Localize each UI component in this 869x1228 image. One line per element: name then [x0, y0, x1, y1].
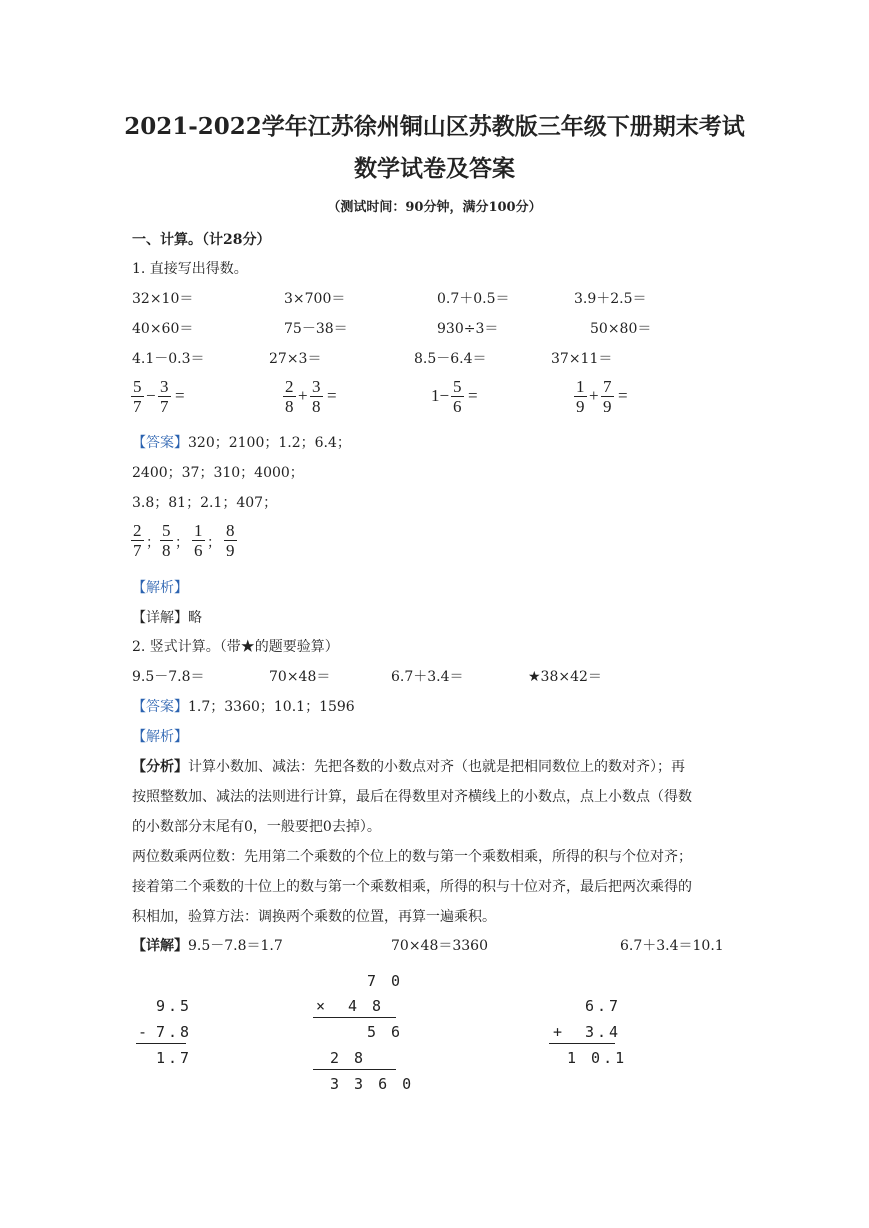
section-heading: 一、计算。（计28分）	[132, 232, 271, 248]
q1-item: 75－38＝	[284, 321, 348, 337]
q1-prompt: 1. 直接写出得数。	[132, 261, 248, 277]
doc-subtitle: （测试时间：90分钟，满分100分）	[327, 200, 542, 215]
q1-item: 3×700＝	[284, 291, 346, 307]
q1-item: 37×11＝	[551, 351, 613, 367]
q2-fenxi-line: 积相加，验算方法：调换两个乘数的位置，再算一遍乘积。	[132, 909, 496, 925]
q2-item: 70×48＝	[269, 669, 331, 685]
q1-item: 0.7＋0.5＝	[437, 291, 510, 307]
q2-item: 6.7＋3.4＝	[391, 669, 464, 685]
q1-answer-line: 3.8；81；2.1；407；	[132, 495, 278, 511]
q2-fenxi-line: 两位数乘两位数：先用第二个乘数的个位上的数与第一个乘数相乘，所得的积与个位对齐；	[132, 849, 692, 865]
q1-item: 930÷3＝	[437, 321, 499, 337]
q2-fenxi-line: 【分析】计算小数加、减法：先把各数的小数点对齐（也就是把相同数位上的数对齐）；再	[132, 759, 685, 775]
q1-item: 3.9＋2.5＝	[574, 291, 647, 307]
q1-item: 40×60＝	[132, 321, 194, 337]
doc-title-line2: 数学试卷及答案	[354, 155, 515, 182]
q2-detail-item: 6.7＋3.4＝10.1	[620, 938, 724, 954]
q2-fenxi-line: 的小数部分末尾有0，一般要把0去掉）。	[132, 819, 381, 835]
q1-analysis-label: 【解析】	[132, 580, 188, 596]
q1-detail: 【详解】略	[132, 610, 202, 626]
q1-answer-line: 2400；37；310；4000；	[132, 465, 304, 481]
q2-detail: 【详解】9.5－7.8＝1.7	[132, 938, 283, 954]
q1-item: 27×3＝	[269, 351, 322, 367]
q2-item: 9.5－7.8＝	[132, 669, 205, 685]
q1-item: 4.1－0.3＝	[132, 351, 205, 367]
q1-item: 8.5－6.4＝	[414, 351, 487, 367]
q1-item: 50×80＝	[590, 321, 652, 337]
q2-answer: 【答案】1.7；3360；10.1；1596	[132, 699, 355, 715]
q2-item: ★38×42＝	[528, 669, 602, 685]
doc-title-line1: 2021-2022学年江苏徐州铜山区苏教版三年级下册期末考试	[124, 113, 745, 140]
q1-item: 32×10＝	[132, 291, 194, 307]
q2-fenxi-line: 按照整数加、减法的法则进行计算，最后在得数里对齐横线上的小数点，点上小数点（得数	[132, 789, 692, 805]
q2-prompt: 2. 竖式计算。（带★的题要验算）	[132, 639, 339, 655]
q2-fenxi-line: 接着第二个乘数的十位上的数与第一个乘数相乘，所得的积与十位对齐，最后把两次乘得的	[132, 879, 692, 895]
q2-detail-item: 70×48＝3360	[391, 938, 488, 954]
q2-analysis-label: 【解析】	[132, 729, 188, 745]
q1-answer: 【答案】320；2100；1.2；6.4；	[132, 435, 351, 451]
